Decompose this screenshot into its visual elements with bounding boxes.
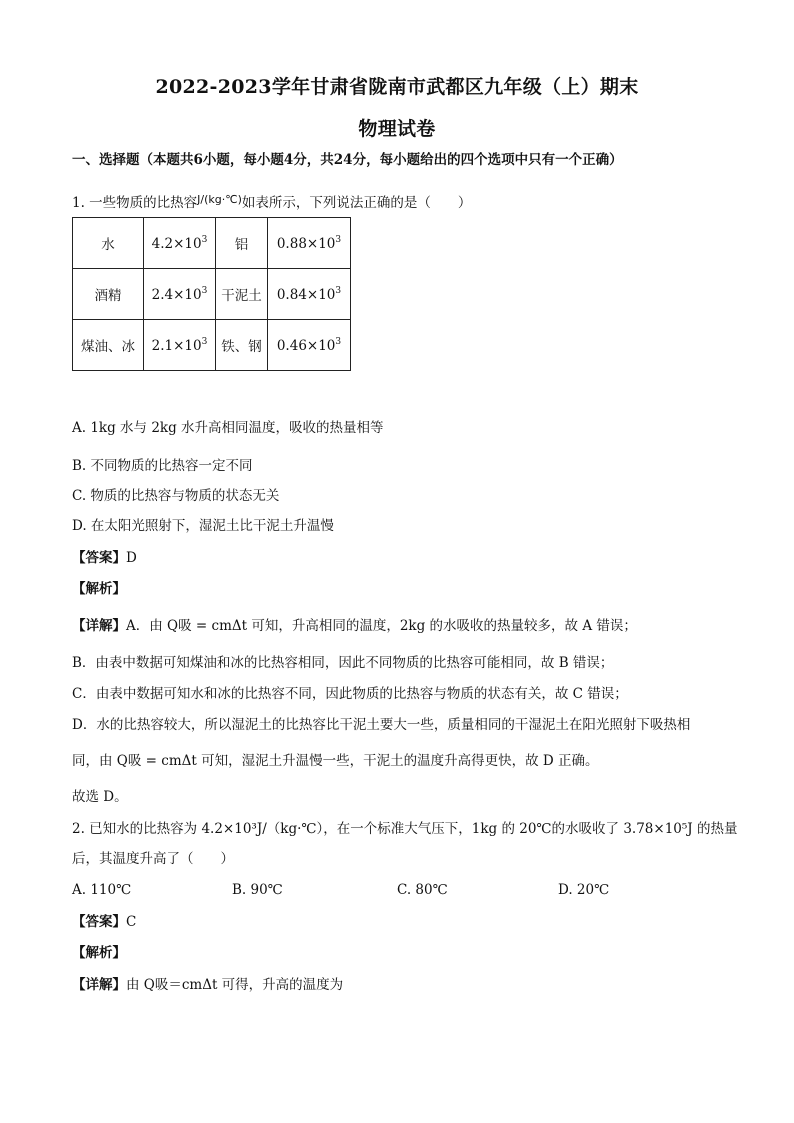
question-1-stem-tail: 如表所示，下列说法正确的是（ ）: [241, 195, 472, 211]
table-cell: $2.4\times 10^3$: [144, 269, 216, 320]
q1-option-d: D. 在太阳光照射下，湿泥土比干泥土升温慢: [72, 518, 334, 534]
q1-detail-a: 【详解】A．由 Q吸 = cmΔt 可知，升高相同的温度，2kg 的水吸收的热量较多，故 A 错误；: [72, 618, 637, 634]
detail-tag: 【详解】: [72, 618, 126, 634]
q1-detail-d2: 同，由 Q吸 = cmΔt 可知，湿泥土升温慢一些，干泥土的温度升高得更快，故 D 正确。: [72, 753, 599, 769]
table-cell: 煤油、冰: [73, 320, 144, 371]
specific-heat-table: [72, 217, 351, 371]
q2-option-b: B. 90℃: [232, 882, 283, 898]
q1-option-c: C. 物质的比热容与物质的状态无关: [72, 488, 280, 504]
q1-conclusion: 故选 D。: [72, 789, 128, 805]
q1-option-a: A. 1kg 水与 2kg 水升高相同温度，吸收的热量相等: [72, 420, 384, 436]
q1-detail-c: C．由表中数据可知水和冰的比热容不同，因此物质的比热容与物质的状态有关，故 C 错误；: [72, 686, 628, 702]
q2-analysis-tag: 【解析】: [72, 945, 126, 961]
section-heading: 一、选择题（本题共6小题，每小题4分，共24分，每小题给出的四个选项中只有一个正确）: [72, 152, 623, 168]
answer-value: D: [126, 550, 137, 566]
table-cell: $4.2\times 10^3$: [144, 218, 216, 269]
table-row: [73, 320, 351, 371]
table-row: [73, 218, 351, 269]
q2-answer: [72, 913, 136, 931]
question-1-stem: [72, 191, 471, 212]
q2-option-c: C. 80℃: [397, 882, 448, 898]
q1-detail-d1: D．水的比热容较大，所以湿泥土的比热容比干泥土要大一些，质量相同的干湿泥土在阳光照射下吸热相: [72, 717, 691, 733]
q1-answer: [72, 549, 137, 567]
answer-tag: 【答案】: [72, 550, 126, 566]
answer-tag: 【答案】: [72, 914, 126, 930]
answer-value: C: [126, 914, 137, 930]
specific-heat-unit: J/(kg·℃): [197, 193, 242, 206]
q1-option-b: B. 不同物质的比热容一定不同: [72, 458, 253, 474]
table-cell: $2.1\times 10^3$: [144, 320, 216, 371]
table-cell: $0.46\times 10^3$: [268, 320, 351, 371]
table-cell: 铁、钢: [216, 320, 268, 371]
q1-analysis-tag: 【解析】: [72, 581, 126, 597]
question-2-stem-cont: 后，其温度升高了（ ）: [72, 851, 234, 867]
table-cell: 干泥土: [216, 269, 268, 320]
table-cell: $0.88\times 10^3$: [268, 218, 351, 269]
table-cell: 酒精: [73, 269, 144, 320]
detail-tag: 【详解】: [72, 977, 126, 993]
q2-option-d: D. 20℃: [558, 882, 610, 898]
table-cell: 铝: [216, 218, 268, 269]
exam-title: 2022-2023学年甘肃省陇南市武都区九年级（上）期末: [155, 76, 639, 98]
question-2-stem: 2. 已知水的比热容为 4.2×10³J/（kg·℃），在一个标准大气压下，1kg 的 20℃的水吸收了 3.78×10⁵J 的热量: [72, 821, 738, 837]
table-row: [73, 269, 351, 320]
table-cell: 水: [73, 218, 144, 269]
question-1-stem-text: 1. 一些物质的比热容: [72, 195, 198, 211]
exam-subtitle: 物理试卷: [358, 118, 436, 140]
q2-option-a: A. 110℃: [72, 882, 132, 898]
q2-detail: 【详解】由 Q吸＝cmΔt 可得，升高的温度为: [72, 977, 344, 993]
table-cell: $0.84\times 10^3$: [268, 269, 351, 320]
q1-detail-b: B．由表中数据可知煤油和冰的比热容相同，因此不同物质的比热容可能相同，故 B 错误；: [72, 655, 614, 671]
